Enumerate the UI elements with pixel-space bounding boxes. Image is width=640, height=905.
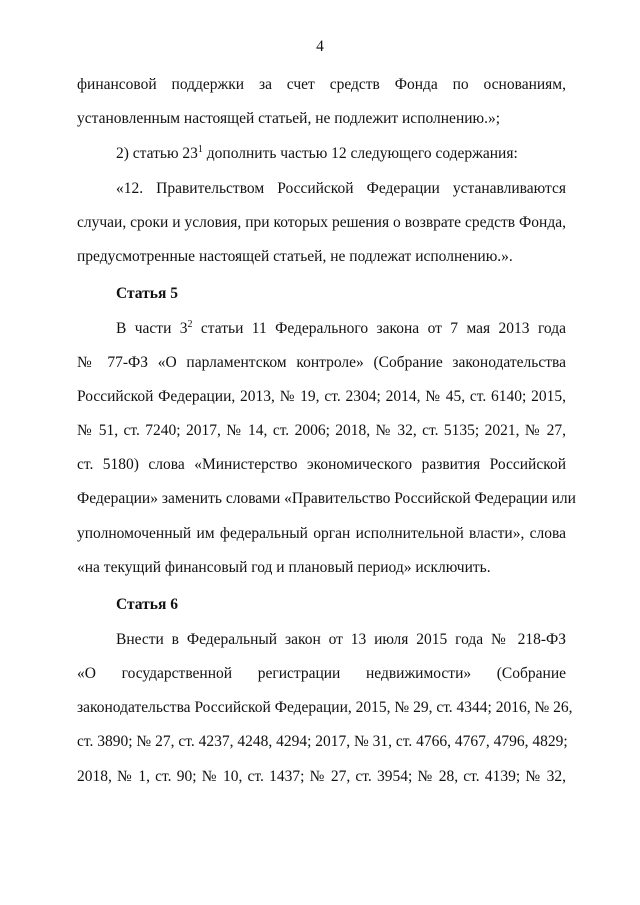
page-number: 4 xyxy=(316,38,324,55)
text-line: Внести в Федеральный закон от 13 июля 2015 года № 218-ФЗ xyxy=(116,631,566,648)
article-heading: Статья 6 xyxy=(116,596,178,613)
text-line: «12. Правительством Российской Федерации устанавливаются xyxy=(116,180,566,197)
text-line: Российской Федерации, 2013, № 19, ст. 2304; 2014, № 45, ст. 6140; 2015, xyxy=(77,388,566,405)
text-line: Федерации» заменить словами «Правительство Российской Федерации или xyxy=(77,490,576,507)
text-fragment: В части 3 xyxy=(116,320,188,337)
text-line xyxy=(116,319,566,339)
text-line: «на текущий финансовый год и плановый период» исключить. xyxy=(77,559,491,576)
text-line: № 51, ст. 7240; 2017, № 14, ст. 2006; 2018, № 32, ст. 5135; 2021, № 27, xyxy=(77,422,566,439)
text-fragment: 2) статью 23 xyxy=(116,145,198,162)
text-line: случаи, сроки и условия, при которых решения о возврате средств Фонда, xyxy=(77,214,566,231)
text-line: законодательства Российской Федерации, 2015, № 29, ст. 4344; 2016, № 26, xyxy=(77,699,573,716)
text-line: установленным настоящей статьей, не подлежит исполнению.»; xyxy=(77,110,501,127)
text-line: предусмотренные настоящей статьей, не подлежат исполнению.». xyxy=(77,248,513,265)
text-line: 2018, № 1, ст. 90; № 10, ст. 1437; № 27, ст. 3954; № 28, ст. 4139; № 32, xyxy=(77,768,566,785)
text-line: финансовой поддержки за счет средств Фонда по основаниям, xyxy=(77,76,566,93)
text-line: ст. 5180) слова «Министерство экономического развития Российской xyxy=(77,456,566,473)
superscript: 2 xyxy=(187,319,193,330)
text-fragment: статьи 11 Федерального закона от 7 мая 2013 года xyxy=(192,320,566,337)
text-line: ст. 3890; № 27, ст. 4237, 4248, 4294; 2017, № 31, ст. 4766, 4767, 4796, 4829; xyxy=(77,733,568,750)
text-line: «О государственной регистрации недвижимости» (Собрание xyxy=(77,665,566,682)
superscript: 1 xyxy=(197,144,203,155)
text-fragment: дополнить частью 12 следующего содержания: xyxy=(202,145,518,162)
text-line: № 77-ФЗ «О парламентском контроле» (Собрание законодательства xyxy=(77,354,566,371)
article-heading: Статья 5 xyxy=(116,285,178,302)
text-line: уполномоченный им федеральный орган исполнительной власти», слова xyxy=(77,525,566,542)
text-line xyxy=(116,144,518,164)
